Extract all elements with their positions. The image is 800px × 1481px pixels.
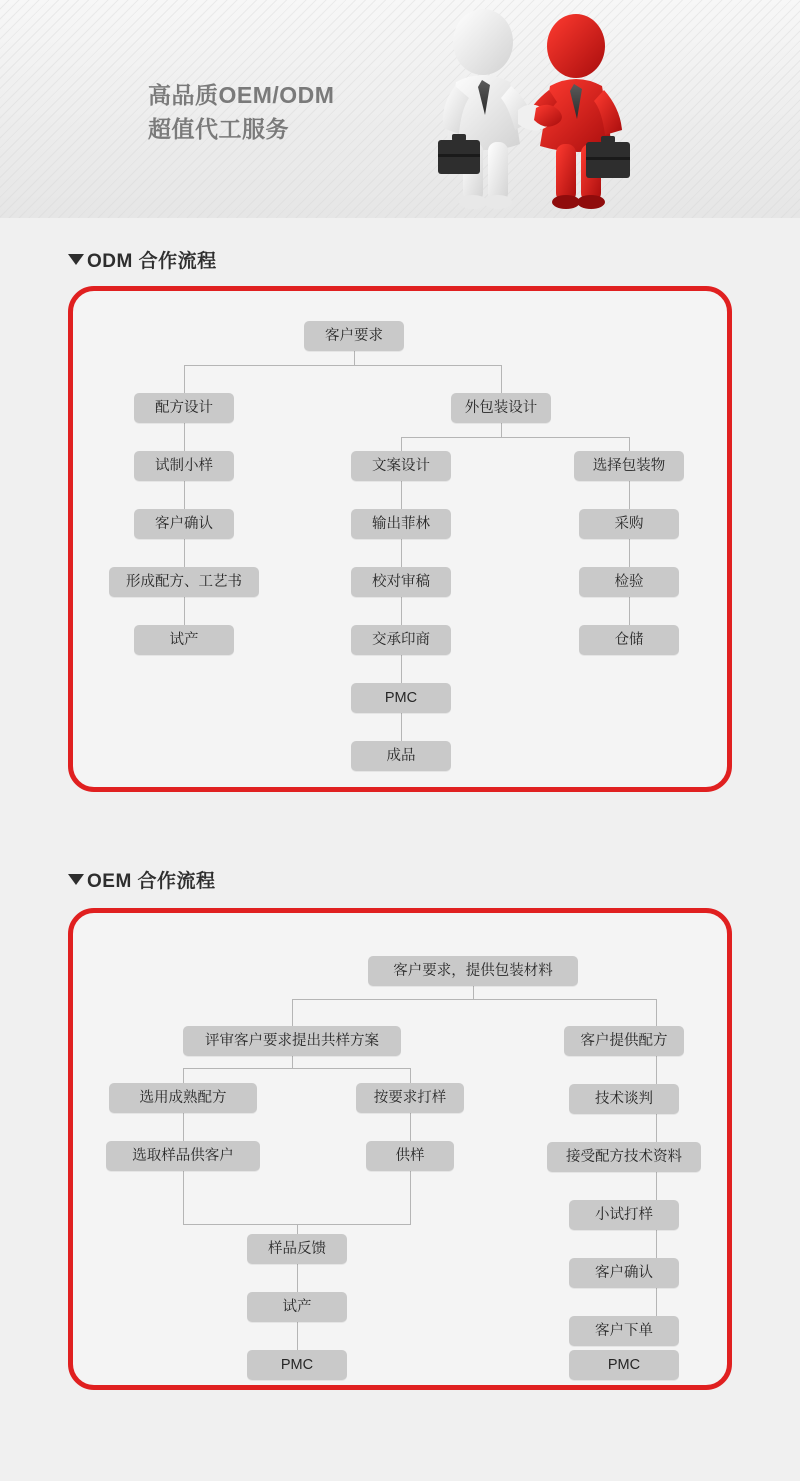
odm-node-right-3: 检验 xyxy=(579,567,679,597)
connector xyxy=(183,1113,184,1141)
oem-flow-panel xyxy=(68,908,732,1390)
oem-node-right-2: 接受配方技术资料 xyxy=(547,1142,701,1172)
connector xyxy=(501,423,502,437)
connector xyxy=(354,351,355,365)
connector xyxy=(629,437,630,451)
oem-node-merge-3: PMC xyxy=(247,1350,347,1380)
oem-node-right-4: 客户确认 xyxy=(569,1258,679,1288)
odm-node-mid-6: 成品 xyxy=(351,741,451,771)
section-heading-oem xyxy=(68,866,216,893)
connector xyxy=(292,999,293,1026)
connector xyxy=(629,539,630,567)
connector xyxy=(401,437,629,438)
connector xyxy=(292,1056,293,1068)
connector xyxy=(297,1322,298,1350)
oem-node-mid-1: 按要求打样 xyxy=(356,1083,464,1113)
connector xyxy=(184,365,185,393)
odm-node-mid-4: 交承印商 xyxy=(351,625,451,655)
connector xyxy=(297,1224,298,1234)
oem-node-right-6: PMC xyxy=(569,1350,679,1380)
odm-node-left-4: 形成配方、工艺书 xyxy=(109,567,259,597)
oem-node-left-1: 选用成熟配方 xyxy=(109,1083,257,1113)
oem-node-left-2: 选取样品供客户 xyxy=(106,1141,260,1171)
connector xyxy=(410,1068,411,1083)
oem-node-merge-1: 样品反馈 xyxy=(247,1234,347,1264)
oem-node-right-3: 小试打样 xyxy=(569,1200,679,1230)
connector xyxy=(656,1288,657,1316)
connector xyxy=(183,1068,184,1083)
oem-node-mid-2: 供样 xyxy=(366,1141,454,1171)
connector xyxy=(473,986,474,999)
connector xyxy=(656,1114,657,1142)
oem-node-right-head: 客户提供配方 xyxy=(564,1026,684,1056)
odm-node-root: 客户要求 xyxy=(304,321,404,351)
banner-title-line2: 超值代工服务 xyxy=(148,116,289,142)
section-heading-oem-label: OEM 合作流程 xyxy=(87,871,216,892)
odm-node-mid-2: 输出菲林 xyxy=(351,509,451,539)
section-heading-odm-label: ODM 合作流程 xyxy=(87,251,217,272)
connector xyxy=(184,423,185,451)
connector xyxy=(501,365,502,393)
triangle-down-icon xyxy=(68,254,84,265)
odm-node-left-3: 客户确认 xyxy=(134,509,234,539)
oem-node-merge-2: 试产 xyxy=(247,1292,347,1322)
handshake-illustration xyxy=(408,2,658,214)
odm-node-mid-head: 外包装设计 xyxy=(451,393,551,423)
hero-banner xyxy=(0,0,800,218)
connector xyxy=(401,655,402,683)
connector xyxy=(656,1230,657,1258)
connector xyxy=(401,539,402,567)
connector xyxy=(401,437,402,451)
connector xyxy=(410,1113,411,1141)
connector xyxy=(183,1068,410,1069)
connector xyxy=(656,1056,657,1084)
connector xyxy=(629,481,630,509)
connector xyxy=(656,1172,657,1200)
connector xyxy=(401,481,402,509)
odm-flow-panel xyxy=(68,286,732,792)
oem-node-left-head: 评审客户要求提出共样方案 xyxy=(183,1026,401,1056)
connector xyxy=(401,597,402,625)
connector xyxy=(410,1171,411,1224)
odm-node-mid-1: 文案设计 xyxy=(351,451,451,481)
oem-node-right-1: 技术谈判 xyxy=(569,1084,679,1114)
connector xyxy=(184,597,185,625)
odm-node-left-5: 试产 xyxy=(134,625,234,655)
banner-title xyxy=(148,78,334,146)
connector xyxy=(183,1171,184,1224)
oem-node-right-5: 客户下单 xyxy=(569,1316,679,1346)
connector xyxy=(401,713,402,741)
odm-node-left-2: 试制小样 xyxy=(134,451,234,481)
connector xyxy=(297,1264,298,1292)
connector xyxy=(184,539,185,567)
connector xyxy=(184,365,501,366)
odm-node-right-1: 选择包装物 xyxy=(574,451,684,481)
connector xyxy=(184,481,185,509)
oem-node-root: 客户要求，提供包装材料 xyxy=(368,956,578,986)
odm-node-mid-3: 校对审稿 xyxy=(351,567,451,597)
odm-node-right-2: 采购 xyxy=(579,509,679,539)
odm-node-left-1: 配方设计 xyxy=(134,393,234,423)
triangle-down-icon xyxy=(68,874,84,885)
banner-title-line1: 高品质OEM/ODM xyxy=(148,82,335,108)
connector xyxy=(629,597,630,625)
connector xyxy=(656,999,657,1026)
section-heading-odm xyxy=(68,246,217,273)
odm-node-mid-5: PMC xyxy=(351,683,451,713)
connector xyxy=(292,999,656,1000)
odm-node-right-4: 仓储 xyxy=(579,625,679,655)
